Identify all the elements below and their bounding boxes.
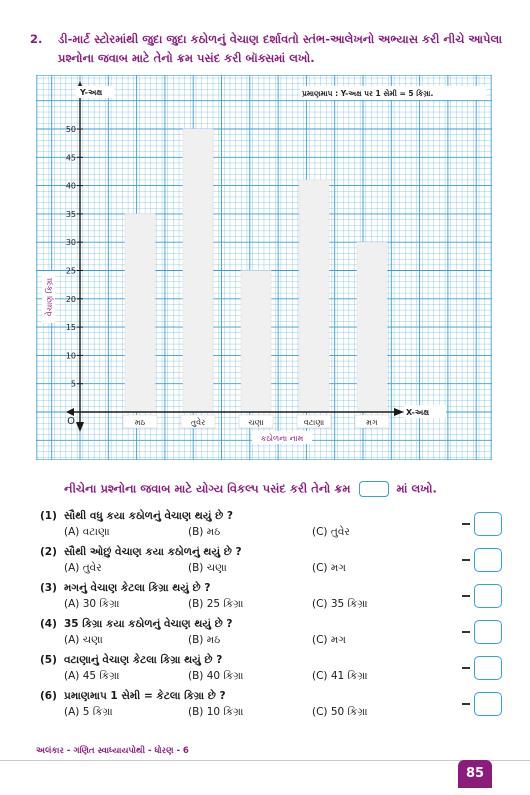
option: (A) તુવેર xyxy=(64,562,102,574)
question-num: (3) xyxy=(40,582,57,594)
option: (B) મઠ xyxy=(188,526,221,538)
y-tick-label: 5 xyxy=(70,379,76,389)
option: (B) 10 કિગ્રા xyxy=(188,706,244,718)
instructions-before: નીચેના પ્રશ્નોના જવાબ માટે યોગ્ય વિકલ્પ પસંદ કરી તેનો ક્રમ xyxy=(64,481,351,496)
question-num: (5) xyxy=(40,654,57,666)
bar xyxy=(125,214,155,412)
bar xyxy=(183,129,213,412)
question-text: સૌથી વધુ કયા કઠોળનું વેચાણ થયું છે ? xyxy=(64,510,233,522)
bar xyxy=(241,271,271,413)
question-title xyxy=(40,544,480,560)
answer-box[interactable] xyxy=(474,620,502,644)
question-title xyxy=(40,616,480,632)
bar-chart xyxy=(36,75,492,460)
y-tick-label: 35 xyxy=(65,209,76,219)
option: (B) 25 કિગ્રા xyxy=(188,598,244,610)
question-title xyxy=(40,688,480,704)
y-tick-label: 40 xyxy=(65,181,76,191)
question-options xyxy=(64,596,480,612)
question-number: 2. xyxy=(30,32,43,46)
question-item xyxy=(40,688,480,720)
x-axis-title: કઠોળના નામ xyxy=(260,434,304,443)
question-item xyxy=(40,508,480,540)
option: (A) 5 કિગ્રા xyxy=(64,706,113,718)
option: (A) ચણા xyxy=(64,634,103,646)
question-num: (6) xyxy=(40,690,57,702)
question-title xyxy=(40,652,480,668)
question-text: ડી-માર્ટ સ્ટોરમાંથી જુદા જુદા કઠોળનું વેચાણ દર્શાવતો સ્તંભ-આલેખનો અભ્યાસ કરી નીચે આપેલા પ્રશ્નોના જવાબ માટે તેનો ક્રમ પસંદ કરી બૉક્સમાં લખો. xyxy=(58,32,503,65)
option: (C) તુવેર xyxy=(312,526,350,538)
y-tick-label: 10 xyxy=(65,351,76,361)
answer-dash xyxy=(462,667,470,669)
question-item xyxy=(40,616,480,648)
question-item xyxy=(40,544,480,576)
answer-box[interactable] xyxy=(474,656,502,680)
option: (C) 50 કિગ્રા xyxy=(312,706,368,718)
y-tick-label: 25 xyxy=(65,266,76,276)
y-tick-label: 45 xyxy=(65,153,76,163)
bar-chart-svg xyxy=(36,75,492,460)
bar xyxy=(299,180,329,412)
question-text: 35 કિગ્રા કયા કઠોળનું વેચાણ થયું છે ? xyxy=(64,618,233,630)
answer-dash xyxy=(462,703,470,705)
bar xyxy=(357,242,387,412)
option: (C) 35 કિગ્રા xyxy=(312,598,368,610)
answer-dash xyxy=(462,523,470,525)
option: (A) વટાણા xyxy=(64,526,110,538)
question-title xyxy=(40,508,480,524)
option: (B) 40 કિગ્રા xyxy=(188,670,244,682)
category-label: વટાણા xyxy=(303,418,325,427)
y-axis-top-label: Y-અક્ષ xyxy=(80,88,103,97)
answer-box[interactable] xyxy=(474,692,502,716)
question-item xyxy=(40,580,480,612)
answer-dash xyxy=(462,559,470,561)
category-label: મઠ xyxy=(134,418,146,427)
question-item xyxy=(40,652,480,684)
question-options xyxy=(64,632,480,648)
footer xyxy=(0,746,530,762)
question-title xyxy=(40,580,480,596)
category-label: ચણા xyxy=(248,418,264,427)
category-label: તુવેર xyxy=(190,418,206,427)
question-text: વટાણાનું વેચાણ કેટલા કિગ્રા થયું છે ? xyxy=(64,654,223,666)
question-options xyxy=(64,560,480,576)
y-tick-label: 30 xyxy=(65,238,76,248)
page-number: 85 xyxy=(458,760,492,788)
question-text: મગનું વેચાણ કેટલા કિગ્રા થયું છે ? xyxy=(64,582,211,594)
question-text: પ્રમાણમાપ 1 સેમી = કેટલા કિગ્રા છે ? xyxy=(64,690,226,702)
footer-line xyxy=(0,760,530,761)
option: (A) 30 કિગ્રા xyxy=(64,598,120,610)
option: (B) ચણા xyxy=(188,562,227,574)
answer-box[interactable] xyxy=(474,548,502,572)
instructions-after: માં લખો. xyxy=(396,481,437,496)
origin-label: O xyxy=(67,416,75,427)
question-options xyxy=(64,704,480,720)
question-header xyxy=(30,30,510,68)
question-text: સૌથી ઓછું વેચાણ કયા કઠોળનું થયું છે ? xyxy=(64,546,242,558)
option: (C) મગ xyxy=(312,634,346,646)
y-tick-label: 50 xyxy=(65,125,76,134)
option: (C) મગ xyxy=(312,562,346,574)
sample-answer-box xyxy=(359,481,389,497)
scale-note: પ્રમાણમાપ : Y-અક્ષ પર 1 સેમી = 5 કિગ્રા. xyxy=(302,89,434,98)
option: (A) 45 કિગ્રા xyxy=(64,670,120,682)
question-num: (2) xyxy=(40,546,57,558)
question-options xyxy=(64,668,480,684)
answer-box[interactable] xyxy=(474,584,502,608)
x-axis-right-label: X-અક્ષ xyxy=(406,408,430,417)
option: (B) મઠ xyxy=(188,634,221,646)
answer-box[interactable] xyxy=(474,512,502,536)
answer-dash xyxy=(462,595,470,597)
answer-dash xyxy=(462,631,470,633)
question-num: (4) xyxy=(40,618,57,630)
footer-text: અલંકાર - ગણિત સ્વાધ્યાયપોથી - ધોરણ - 6 xyxy=(36,746,189,756)
question-num: (1) xyxy=(40,510,57,522)
y-tick-label: 15 xyxy=(65,323,76,333)
y-axis-title-group xyxy=(42,271,55,323)
y-tick-label: 20 xyxy=(65,294,76,304)
y-axis-title: વેચાણ કિગ્રા xyxy=(45,277,54,317)
category-label: મગ xyxy=(366,418,378,427)
instructions xyxy=(64,481,437,497)
question-options xyxy=(64,524,480,540)
option: (C) 41 કિગ્રા xyxy=(312,670,368,682)
